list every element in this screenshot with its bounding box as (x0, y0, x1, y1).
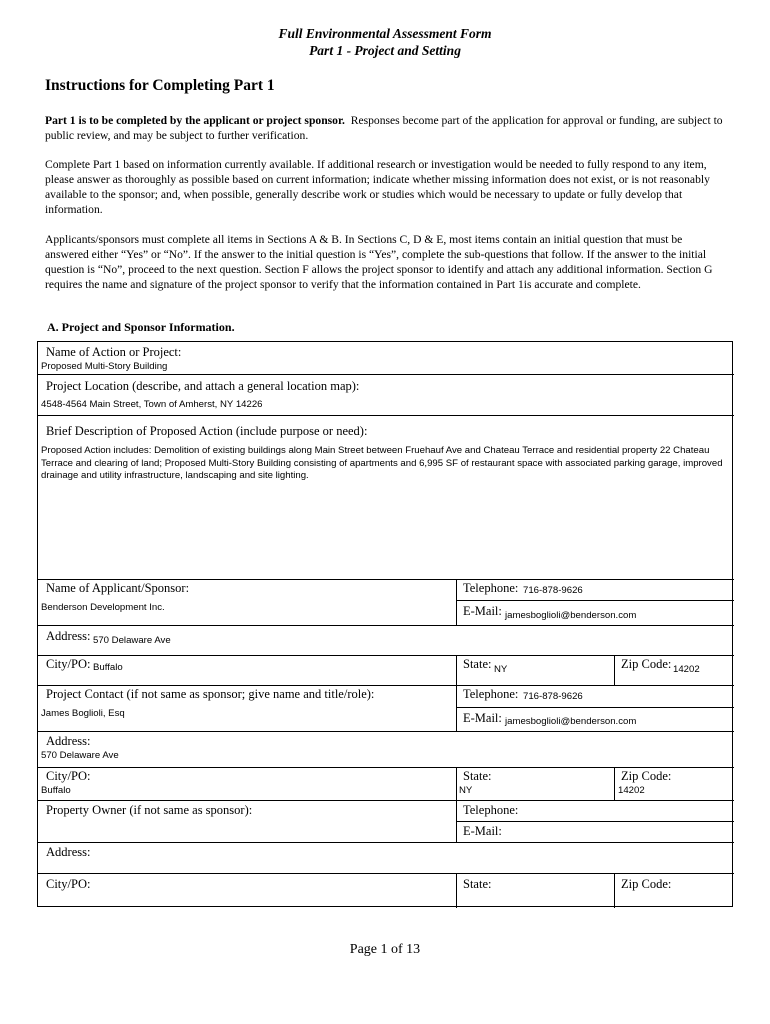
contact-address-field[interactable]: 570 Delaware Ave (41, 750, 119, 761)
contact-email-field[interactable]: jamesboglioli@benderson.com (505, 716, 637, 727)
contact-state-label: State: (463, 769, 492, 783)
location-label: Project Location (describe, and attach a general location map): (46, 379, 360, 393)
instructions-heading: Instructions for Completing Part 1 (45, 77, 275, 94)
page-number: Page 1 of 13 (349, 942, 421, 957)
instructions-paragraph-1-bold: Part 1 is to be completed by the applicant or project sponsor. (45, 114, 345, 127)
contact-state-field[interactable]: NY (459, 785, 473, 796)
column-divider (456, 767, 457, 842)
column-divider (614, 873, 615, 908)
owner-city-label: City/PO: (46, 877, 91, 891)
row-divider (38, 873, 734, 874)
applicant-state-label: State: (463, 657, 492, 671)
column-divider (614, 767, 615, 800)
owner-address-label: Address: (46, 845, 91, 859)
applicant-name-field[interactable]: Benderson Development Inc. (41, 602, 165, 613)
action-name-field[interactable]: Proposed Multi-Story Building (41, 361, 168, 372)
action-name-label: Name of Action or Project: (46, 345, 182, 359)
contact-name-label: Project Contact (if not same as sponsor; give name and title/role): (46, 687, 375, 701)
row-divider (456, 600, 734, 601)
contact-city-field[interactable]: Buffalo (41, 785, 71, 796)
form-subtitle: Part 1 - Project and Setting (309, 43, 461, 58)
row-divider (456, 821, 734, 822)
row-divider (38, 415, 734, 416)
applicant-email-label: E-Mail: (463, 604, 502, 618)
row-divider (456, 707, 734, 708)
owner-zip-label: Zip Code: (621, 877, 672, 891)
contact-address-label: Address: (46, 734, 91, 748)
row-divider (38, 655, 734, 656)
contact-zip-field[interactable]: 14202 (618, 785, 645, 796)
section-a-title: A. Project and Sponsor Information. (47, 320, 235, 334)
instructions-paragraph-3: Applicants/sponsors must complete all items in Sections A & B. In Sections C, D & E, most items contain an initial question that must be answered either “Yes” or “No”. If the answer to the initial question is “Yes”, complete the sub-questions that follow. If the answer to the initial question is “No”, proceed to the next question. Section F allows the project sponsor to identify and attach any additional information. Section G requires the name and signature of the project sponsor to verify that the information contained in Part 1is accurate and complete. (45, 233, 713, 291)
instructions-paragraph-1 (45, 113, 725, 143)
description-label: Brief Description of Proposed Action (include purpose or need): (46, 424, 368, 438)
description-field[interactable]: Proposed Action includes: Demolition of existing buildings along Main Street between Fruehauf Ave and Chateau Terrace and residential property 22 Chateau Terrace and clearing of land; Proposed Multi-Story Building consisting of apartments and 6,995 SF of restaurant space with associated parking garage, improved drainage and utility infrastructure, landscaping and site lighting. (41, 445, 723, 481)
project-sponsor-form (37, 341, 733, 907)
column-divider (456, 579, 457, 625)
applicant-telephone-label: Telephone: (463, 581, 519, 595)
applicant-address-field[interactable]: 570 Delaware Ave (93, 635, 171, 646)
contact-city-label: City/PO: (46, 769, 91, 783)
contact-name-field[interactable]: James Boglioli, Esq (41, 708, 125, 719)
applicant-email-field[interactable]: jamesboglioli@benderson.com (505, 610, 637, 621)
row-divider (38, 731, 734, 732)
row-divider (38, 842, 734, 843)
instructions-paragraph-1-rest: Responses become part of the application for approval or funding, are subject to public review, and may be subject to further verification. (45, 114, 723, 142)
location-field[interactable]: 4548-4564 Main Street, Town of Amherst, NY 14226 (41, 399, 263, 410)
column-divider (456, 655, 457, 731)
owner-state-label: State: (463, 877, 492, 891)
row-divider (38, 579, 734, 580)
contact-email-label: E-Mail: (463, 711, 502, 725)
applicant-state-field[interactable]: NY (494, 664, 508, 675)
applicant-zip-field[interactable]: 14202 (673, 664, 700, 675)
row-divider (38, 685, 734, 686)
row-divider (38, 625, 734, 626)
row-divider (38, 800, 734, 801)
applicant-telephone-field[interactable]: 716-878-9626 (523, 585, 583, 596)
applicant-city-field[interactable]: Buffalo (93, 662, 123, 673)
column-divider (614, 655, 615, 685)
owner-email-label: E-Mail: (463, 824, 502, 838)
owner-name-label: Property Owner (if not same as sponsor): (46, 803, 253, 817)
applicant-name-label: Name of Applicant/Sponsor: (46, 581, 190, 595)
contact-telephone-label: Telephone: (463, 687, 519, 701)
form-title: Full Environmental Assessment Form (278, 26, 492, 41)
owner-telephone-label: Telephone: (463, 803, 519, 817)
applicant-city-label: City/PO: (46, 657, 91, 671)
row-divider (38, 767, 734, 768)
applicant-address-label: Address: (46, 629, 91, 643)
applicant-zip-label: Zip Code: (621, 657, 672, 671)
contact-zip-label: Zip Code: (621, 769, 672, 783)
instructions-paragraph-2: Complete Part 1 based on information currently available. If additional research or investigation would be needed to fully respond to any item, please answer as thoroughly as possible based on current information; indicate whether missing information does not exist, or is not reasonably available to the sponsor; and, when possible, generally describe work or studies which would be necessary to update or fully develop that information. (45, 158, 710, 216)
row-divider (38, 374, 734, 375)
column-divider (456, 873, 457, 908)
contact-telephone-field[interactable]: 716-878-9626 (523, 691, 583, 702)
